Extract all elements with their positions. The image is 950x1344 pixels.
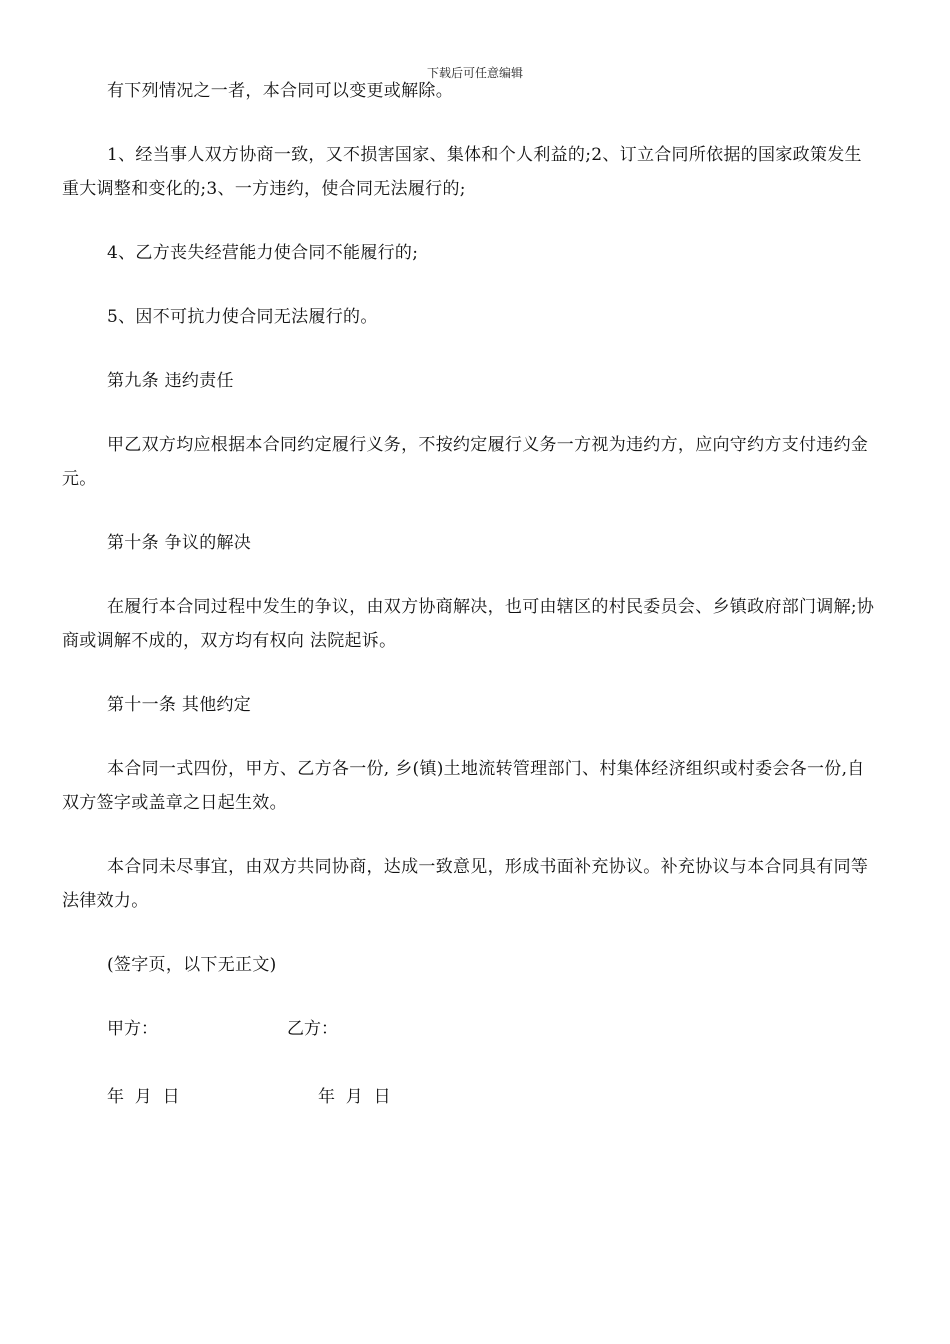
article-11-body: 本合同一式四份，甲方、乙方各一份, 乡(镇)土地流转管理部门、村集体经济组织或村委会各一份,自双方签字或盖章之日起生效。 xyxy=(62,759,865,813)
article-9-heading: 第九条 违约责任 xyxy=(107,371,234,391)
paragraph-condition-4: 4、乙方丧失经营能力使合同不能履行的; xyxy=(107,243,419,263)
paragraph-condition-1-3: 1、经当事人双方协商一致，又不损害国家、集体和个人利益的;2、订立合同所依据的国家政策发生重大调整和变化的;3、一方违约，使合同无法履行的; xyxy=(62,145,862,199)
party-b-date: 年 月 日 xyxy=(318,1087,391,1107)
article-11-heading: 第十一条 其他约定 xyxy=(107,695,252,715)
paragraph-change-termination: 有下列情况之一者，本合同可以变更或解除。 xyxy=(107,81,453,101)
supplement-paragraph: 本合同未尽事宜，由双方共同协商，达成一致意见，形成书面补充协议。补充协议与本合同具有同等法律效力。 xyxy=(62,857,869,911)
party-b-label: 乙方： xyxy=(287,1019,338,1039)
party-a-label: 甲方： xyxy=(107,1019,158,1039)
article-10-body: 在履行本合同过程中发生的争议，由双方协商解决，也可由辖区的村民委员会、乡镇政府部门调解;协商或调解不成的，双方均有权向 法院起诉。 xyxy=(62,597,875,651)
paragraph-condition-5: 5、因不可抗力使合同无法履行的。 xyxy=(107,307,378,327)
signature-dates-row xyxy=(62,1080,877,1114)
signature-page-note: (签字页，以下无正文) xyxy=(107,955,277,975)
article-9-body: 甲乙双方均应根据本合同约定履行义务，不按约定履行义务一方视为违约方，应向守约方支付违约金 元。 xyxy=(62,435,869,489)
document-body xyxy=(62,74,877,1148)
signature-parties-row xyxy=(62,1012,877,1046)
header-note: 下载后可任意编辑 xyxy=(426,66,523,80)
article-10-heading: 第十条 争议的解决 xyxy=(107,533,252,553)
party-a-date: 年 月 日 xyxy=(107,1087,180,1107)
